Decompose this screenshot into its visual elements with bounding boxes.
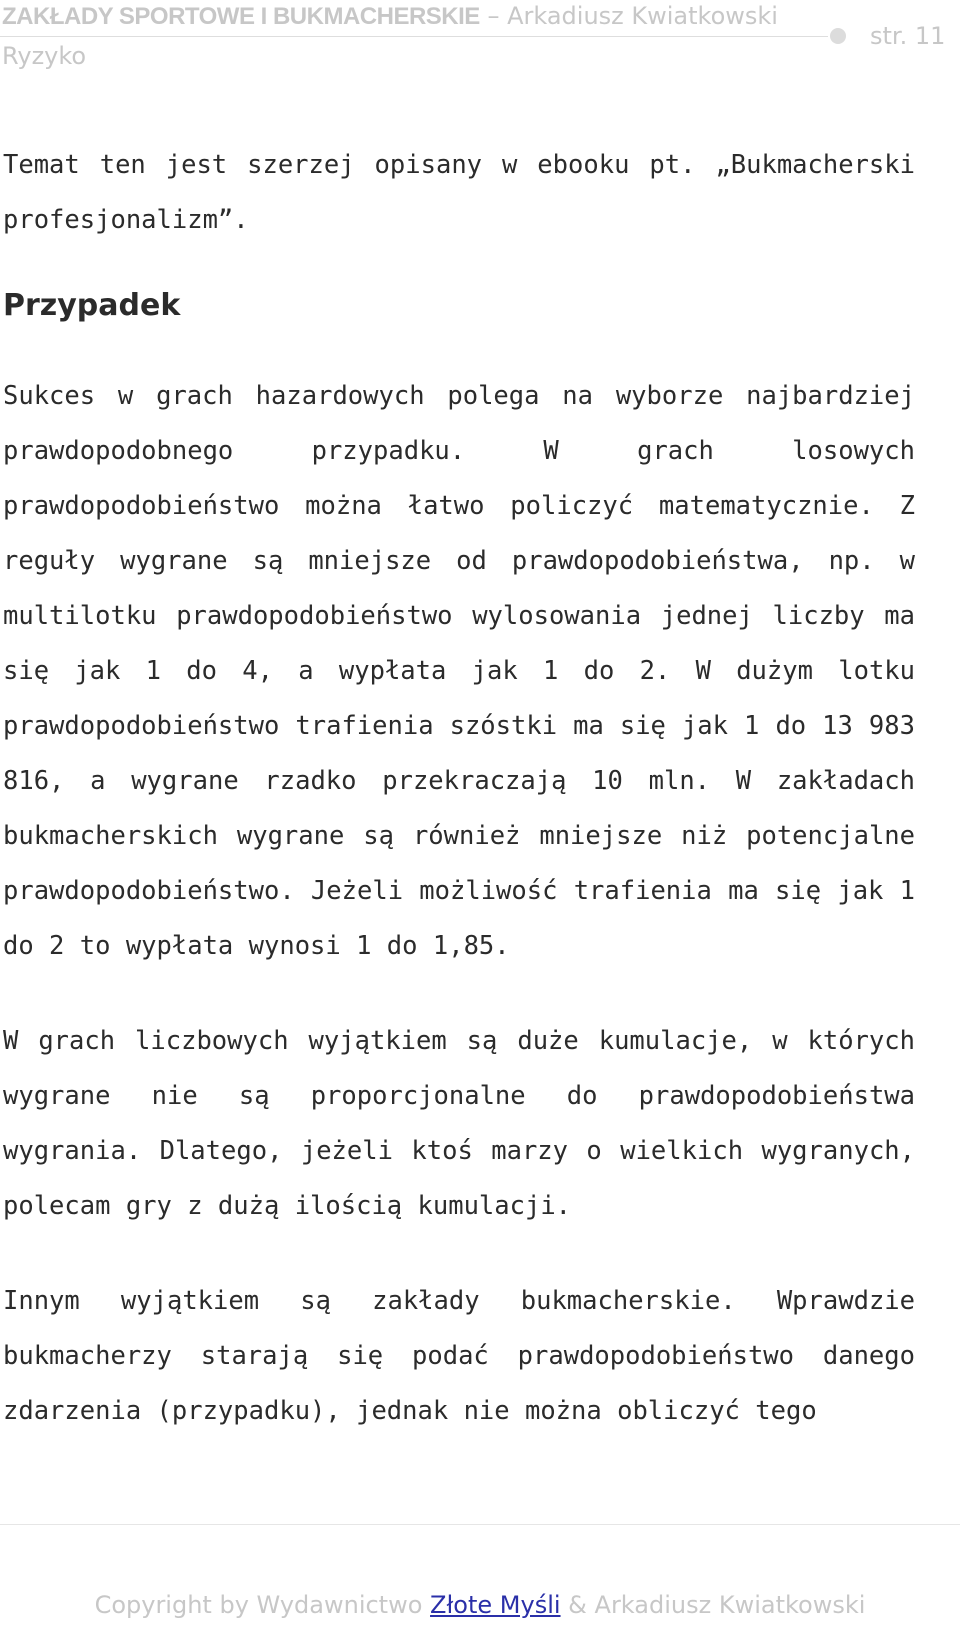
header-title-author: – Arkadiusz Kwiatkowski [479, 2, 778, 30]
page-number: str. 11 [870, 22, 946, 50]
footer-author: & Arkadiusz Kwiatkowski [560, 1591, 866, 1619]
publisher-link[interactable]: Złote Myśli [430, 1591, 561, 1619]
footer-copyright: Copyright by Wydawnictwo [94, 1591, 431, 1619]
bullet-dot-icon [830, 28, 846, 44]
body-paragraph: Innym wyjątkiem są zakłady bukmacherskie. Wprawdzie bukmacherzy starają się podać prawdopodobieństwo danego zdarzenia (przypadku), jednak nie można obliczyć tego [3, 1286, 915, 1426]
page-content [3, 138, 915, 1439]
header-title [2, 2, 778, 31]
header-divider [0, 36, 828, 37]
header-title-bold: ZAKŁADY SPORTOWE I BUKMACHERSKIE [2, 3, 480, 30]
page-footer [0, 1590, 960, 1620]
intro-paragraph: Temat ten jest szerzej opisany w ebooku pt. „Bukmacherski profesjonalizm”. [3, 150, 915, 235]
body-paragraph: Sukces w grach hazardowych polega na wyborze najbardziej prawdopodobnego przypadku. W grach losowych prawdopodobieństwo można łatwo policzyć matematycznie. Z reguły wygrane są mniejsze od prawdopodobieństwa, np. w multilotku prawdopodobieństwo wylosowania jednej liczby ma się jak 1 do 4, a wypłata jak 1 do 2. W dużym lotku prawdopodobieństwo trafienia szóstki ma się jak 1 do 13 983 816, a wygrane rzadko przekraczają 10 mln. W zakładach bukmacherskich wygrane są również mniejsze niż potencjalne prawdopodobieństwo. Jeżeli możliwość trafienia ma się jak 1 do 2 to wypłata wynosi 1 do 1,85. [3, 381, 915, 961]
footer-divider [0, 1524, 960, 1525]
page-header [0, 0, 960, 80]
section-label: Ryzyko [2, 42, 87, 70]
section-heading: Przypadek [3, 288, 181, 323]
body-paragraph: W grach liczbowych wyjątkiem są duże kumulacje, w których wygrane nie są proporcjonalne do prawdopodobieństwa wygrania. Dlatego, jeżeli ktoś marzy o wielkich wygranych, polecam gry z dużą ilością kumulacji. [3, 1026, 915, 1221]
